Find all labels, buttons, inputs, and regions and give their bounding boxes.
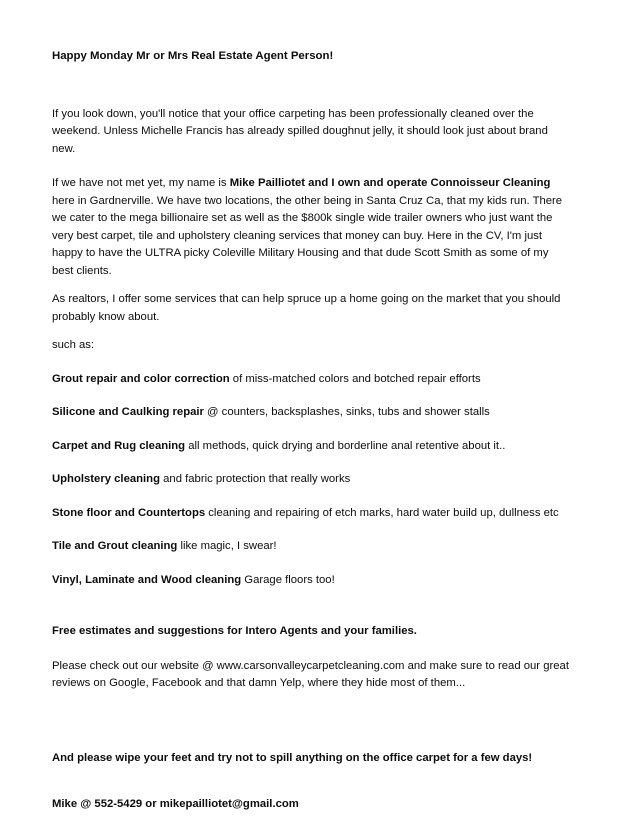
service-rest: of miss-matched colors and botched repair efforts	[229, 372, 481, 385]
realtor-services-paragraph: As realtors, I offer some services that can help spruce up a home going on the market that you should probably know about.	[52, 293, 561, 323]
service-item	[52, 538, 571, 556]
service-item	[52, 404, 571, 422]
free-estimates-line: Free estimates and suggestions for Intero Agents and your families.	[52, 625, 417, 638]
section-spacer	[52, 605, 571, 623]
about-me-after: here in Gardnerville. We have two locations, the other being in Santa Cruz Ca, that my kids run. There we cater to the mega billionaire set as well as the $800k single wide trailer owners who just want the very best carpet, tile and upholstery cleaning services that money can buy. Here in the CV, I'm just happy to have the ULTRA picky Coleville Military Housing and that dude Scott Smith as some of my best clients.	[52, 194, 563, 277]
service-lead: Silicone and Caulking repair	[52, 406, 204, 419]
service-rest: cleaning and repairing of etch marks, hard water build up, dullness etc	[205, 506, 559, 519]
service-lead: Stone floor and Countertops	[52, 506, 206, 519]
service-rest: like magic, I swear!	[177, 540, 277, 553]
service-item	[52, 572, 571, 590]
service-item	[52, 371, 571, 389]
about-me-paragraph	[52, 175, 571, 280]
service-lead: Upholstery cleaning	[52, 473, 160, 486]
section-spacer	[52, 704, 571, 750]
service-lead: Tile and Grout cleaning	[52, 540, 178, 553]
service-rest: @ counters, backsplashes, sinks, tubs and shower stalls	[203, 406, 490, 419]
service-rest: all methods, quick drying and borderline anal retentive about it..	[185, 439, 506, 452]
service-lead: Vinyl, Laminate and Wood cleaning	[52, 573, 242, 586]
service-lead: Carpet and Rug cleaning	[52, 439, 186, 452]
service-rest: and fabric protection that really works	[159, 473, 351, 486]
contact-line: Mike @ 552-5429 or mikepailliotet@gmail.com	[52, 798, 299, 811]
document-body	[52, 48, 571, 814]
service-item	[52, 471, 571, 489]
service-item	[52, 505, 571, 523]
section-spacer	[52, 778, 571, 796]
about-me-before: If we have not met yet, my name is	[52, 177, 230, 190]
website-paragraph: Please check out our website @ www.carsonvalleycarpetcleaning.com and make sure to read our great reviews on Google, Facebook and that damn Yelp, where they hide most of them...	[52, 659, 569, 690]
list-intro-line: such as:	[52, 339, 95, 352]
about-me-bold: Mike Pailliotet and I own and operate Connoisseur Cleaning	[229, 177, 551, 190]
closing-line: And please wipe your feet and try not to spill anything on the office carpet for a few days!	[52, 751, 533, 764]
service-rest: Garage floors too!	[241, 573, 335, 586]
greeting-line: Happy Monday Mr or Mrs Real Estate Agent Person!	[52, 50, 334, 62]
service-lead: Grout repair and color correction	[52, 372, 230, 385]
service-item	[52, 438, 571, 456]
intro-carpet-paragraph: If you look down, you'll notice that your office carpeting has been professionally cleaned over the weekend. Unless Michelle Francis has already spilled doughnut jelly, it should look just about brand new.	[52, 107, 548, 155]
